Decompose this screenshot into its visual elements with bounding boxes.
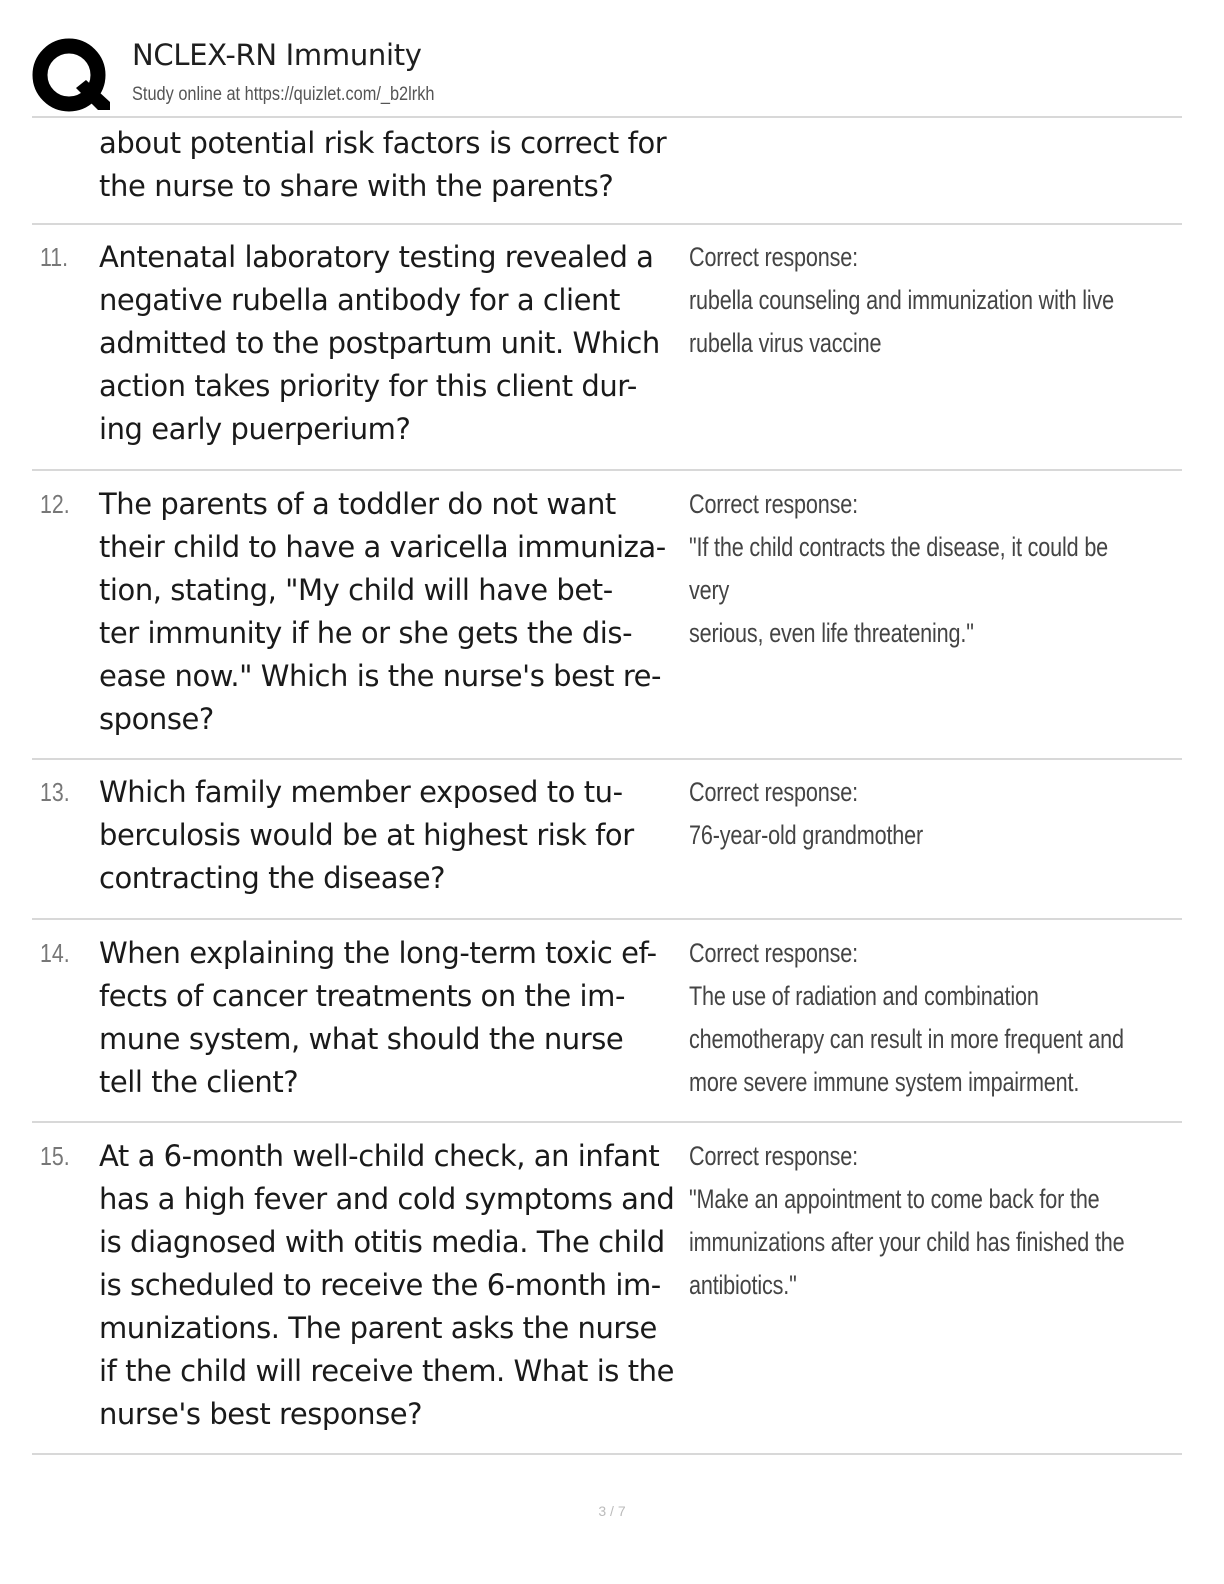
page-header — [32, 34, 1182, 118]
answer-text: "If the child contracts the disease, it could be very serious, even life threatening." — [689, 532, 1109, 648]
question-continuation: about potential risk factors is correct for the nurse to share with the parents? — [99, 126, 667, 203]
item-number: 11. — [40, 242, 69, 272]
divider — [32, 918, 1182, 920]
page-number: 3 / 7 — [598, 1503, 626, 1519]
quizlet-logo-icon — [32, 38, 110, 116]
study-online-link[interactable]: Study online at https://quizlet.com/_b2lrkh — [132, 84, 435, 105]
divider — [32, 469, 1182, 471]
divider — [32, 1453, 1182, 1455]
answer-label: Correct response: — [689, 242, 858, 272]
document-title: NCLEX-RN Immunity — [132, 38, 422, 72]
question-text: At a 6-month well-child check, an infant has a high fever and cold symptoms and is diagnosed with otitis media. The child is scheduled to receive the 6-month im- munizations. The parent asks the nurse if the child will receive them. What is the nurse's best response? — [99, 1139, 675, 1431]
answer-text: rubella counseling and immunization with live rubella virus vaccine — [689, 285, 1115, 358]
answer-block — [689, 483, 1137, 655]
divider — [32, 223, 1182, 225]
answer-label: Correct response: — [689, 489, 858, 519]
answer-text: The use of radiation and combination chemotherapy can result in more frequent and more severe immune system impairment. — [689, 981, 1124, 1097]
answer-label: Correct response: — [689, 1141, 858, 1171]
item-number: 13. — [40, 777, 70, 807]
question-text: When explaining the long-term toxic ef- fects of cancer treatments on the im- mune system, what should the nurse tell the client? — [99, 936, 657, 1099]
question-text: Antenatal laboratory testing revealed a negative rubella antibody for a client admitted to the postpartum unit. Which action takes priority for this client dur- ing early puerperium? — [99, 240, 660, 446]
divider — [32, 1121, 1182, 1123]
answer-block — [689, 932, 1137, 1104]
divider — [32, 116, 1182, 118]
item-number: 15. — [40, 1141, 70, 1171]
answer-label: Correct response: — [689, 777, 858, 807]
answer-label: Correct response: — [689, 938, 858, 968]
answer-text: "Make an appointment to come back for the immunizations after your child has finished the antibiotics." — [689, 1184, 1125, 1300]
answer-block — [689, 236, 1137, 365]
item-number: 14. — [40, 938, 70, 968]
answer-text: 76-year-old grandmother — [689, 820, 924, 850]
question-text: Which family member exposed to tu- berculosis would be at highest risk for contracting the disease? — [99, 775, 634, 895]
answer-block — [689, 1135, 1137, 1307]
item-number: 12. — [40, 489, 70, 519]
divider — [32, 758, 1182, 760]
question-text: The parents of a toddler do not want their child to have a varicella immuniza- tion, stating, "My child will have bet- ter immunity if he or she gets the dis- ease now." Which is the nurse's best re- sponse? — [99, 487, 666, 736]
answer-block — [689, 771, 1137, 857]
